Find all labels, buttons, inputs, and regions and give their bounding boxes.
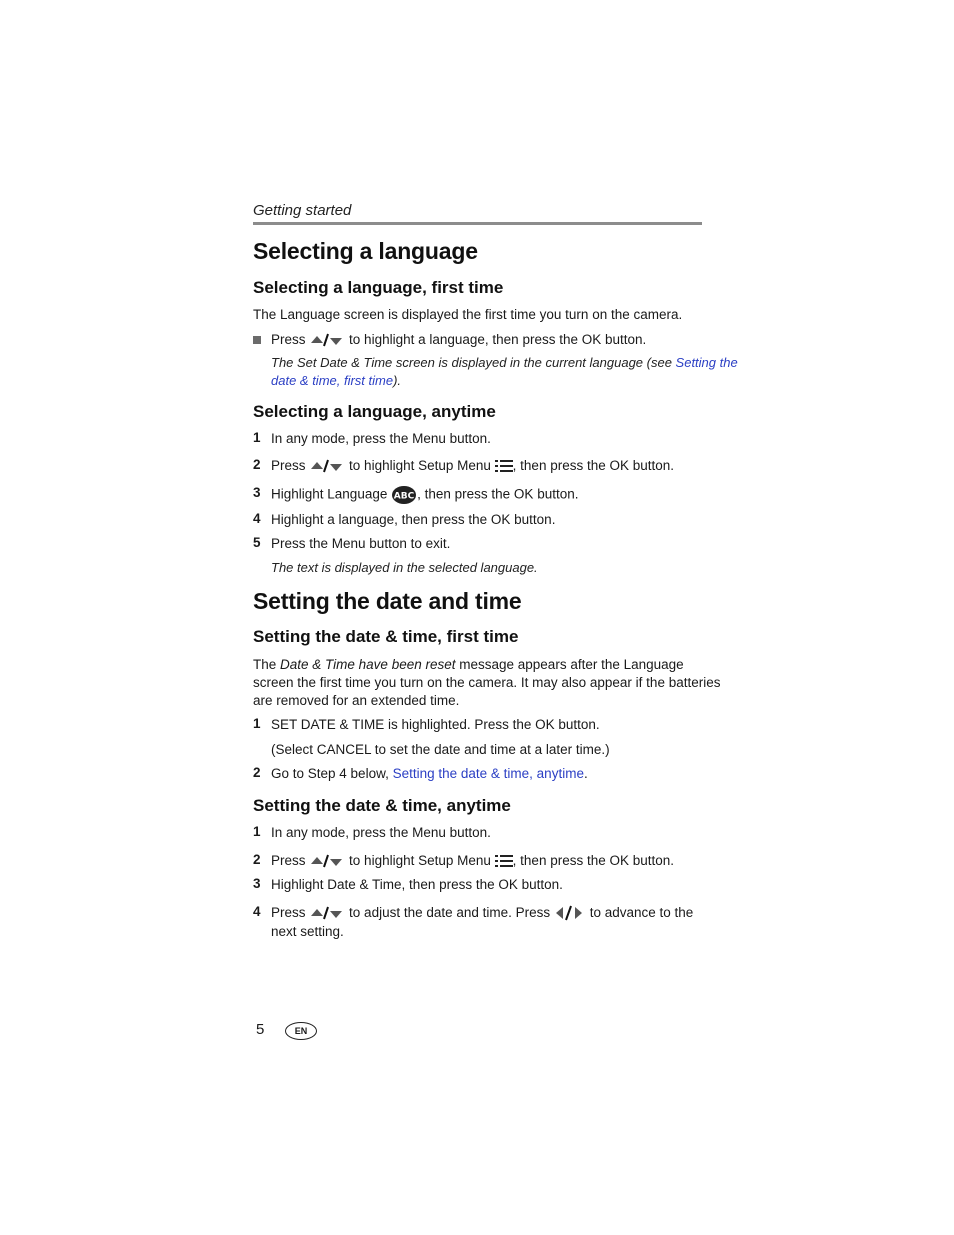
left-right-arrows-icon [554,904,586,922]
date-intro-line-2: screen the first time you turn on the camera. It may also appear if the batteries [253,675,721,690]
subheading-language-first-time: Selecting a language, first time [253,278,504,297]
step-number: 1 [253,430,261,445]
link-setting-date-first-time-cont[interactable]: date & time, first time [271,373,394,388]
language-intro: The Language screen is displayed the first time you turn on the camera. [253,307,683,322]
lang-step-4: Highlight a language, then press the OK button. [271,512,556,527]
subheading-language-anytime: Selecting a language, anytime [253,402,496,421]
heading-selecting-language: Selecting a language [253,238,478,264]
note-selected-language: The text is displayed in the selected language. [271,560,538,575]
step-number: 2 [253,765,261,780]
lang-step-5: Press the Menu button to exit. [271,536,451,551]
step-number: 3 [253,485,261,500]
subheading-date-anytime: Setting the date & time, anytime [253,796,511,815]
step-number: 2 [253,852,261,867]
lang-step-2: Press to highlight Setup Menu , then press the OK button. [271,458,675,473]
date-first-step-1-note: (Select CANCEL to set the date and time at a later time.) [271,742,610,757]
step-number: 1 [253,716,261,731]
link-setting-date-first-time[interactable]: Setting the [675,355,738,370]
up-down-arrows-icon [309,905,345,921]
up-down-arrows-icon [309,458,345,474]
step-number: 4 [253,511,261,526]
step-number: 2 [253,457,261,472]
date-first-step-1: SET DATE & TIME is highlighted. Press the OK button. [271,717,600,732]
step-number: 5 [253,535,261,550]
note-date-time-screen-cont: date & time, first time). [271,373,402,388]
step-number: 3 [253,876,261,891]
lang-step-3: Highlight Language ABC , then press the OK button. [271,485,578,505]
lang-step-1: In any mode, press the Menu button. [271,431,491,446]
language-badge: EN [285,1022,317,1040]
date-first-step-2: Go to Step 4 below, Setting the date & time, anytime. [271,766,588,781]
bullet-square-icon [253,336,261,344]
bullet-step: Press to highlight a language, then press the OK button. [271,332,647,347]
up-down-arrows-icon [309,853,345,869]
date-any-step-1: In any mode, press the Menu button. [271,825,491,840]
date-any-step-4: Press to adjust the date and time. Press to advance to the [271,904,693,922]
subheading-date-first-time: Setting the date & time, first time [253,627,519,646]
setup-menu-icon [495,854,513,868]
date-any-step-3: Highlight Date & Time, then press the OK button. [271,877,563,892]
page-number: 5 [256,1021,265,1038]
svg-text:ABC: ABC [393,491,415,502]
step-number: 1 [253,824,261,839]
setup-menu-icon [495,459,513,473]
step-number: 4 [253,904,261,919]
running-head: Getting started [253,202,352,219]
up-down-arrows-icon [309,332,345,348]
link-setting-date-anytime[interactable]: Setting the date & time, anytime [392,766,584,781]
heading-setting-date-time: Setting the date and time [253,588,522,614]
header-rule [253,222,702,225]
date-intro-line-1: The Date & Time have been reset message appears after the Language [253,657,684,672]
note-date-time-screen: The Set Date & Time screen is displayed in the current language (see Setting the [271,355,738,370]
date-intro-line-3: are removed for an extended time. [253,693,460,708]
date-any-step-4-cont: next setting. [271,924,344,939]
language-abc-icon [391,485,417,505]
date-any-step-2: Press to highlight Setup Menu , then press the OK button. [271,853,675,868]
